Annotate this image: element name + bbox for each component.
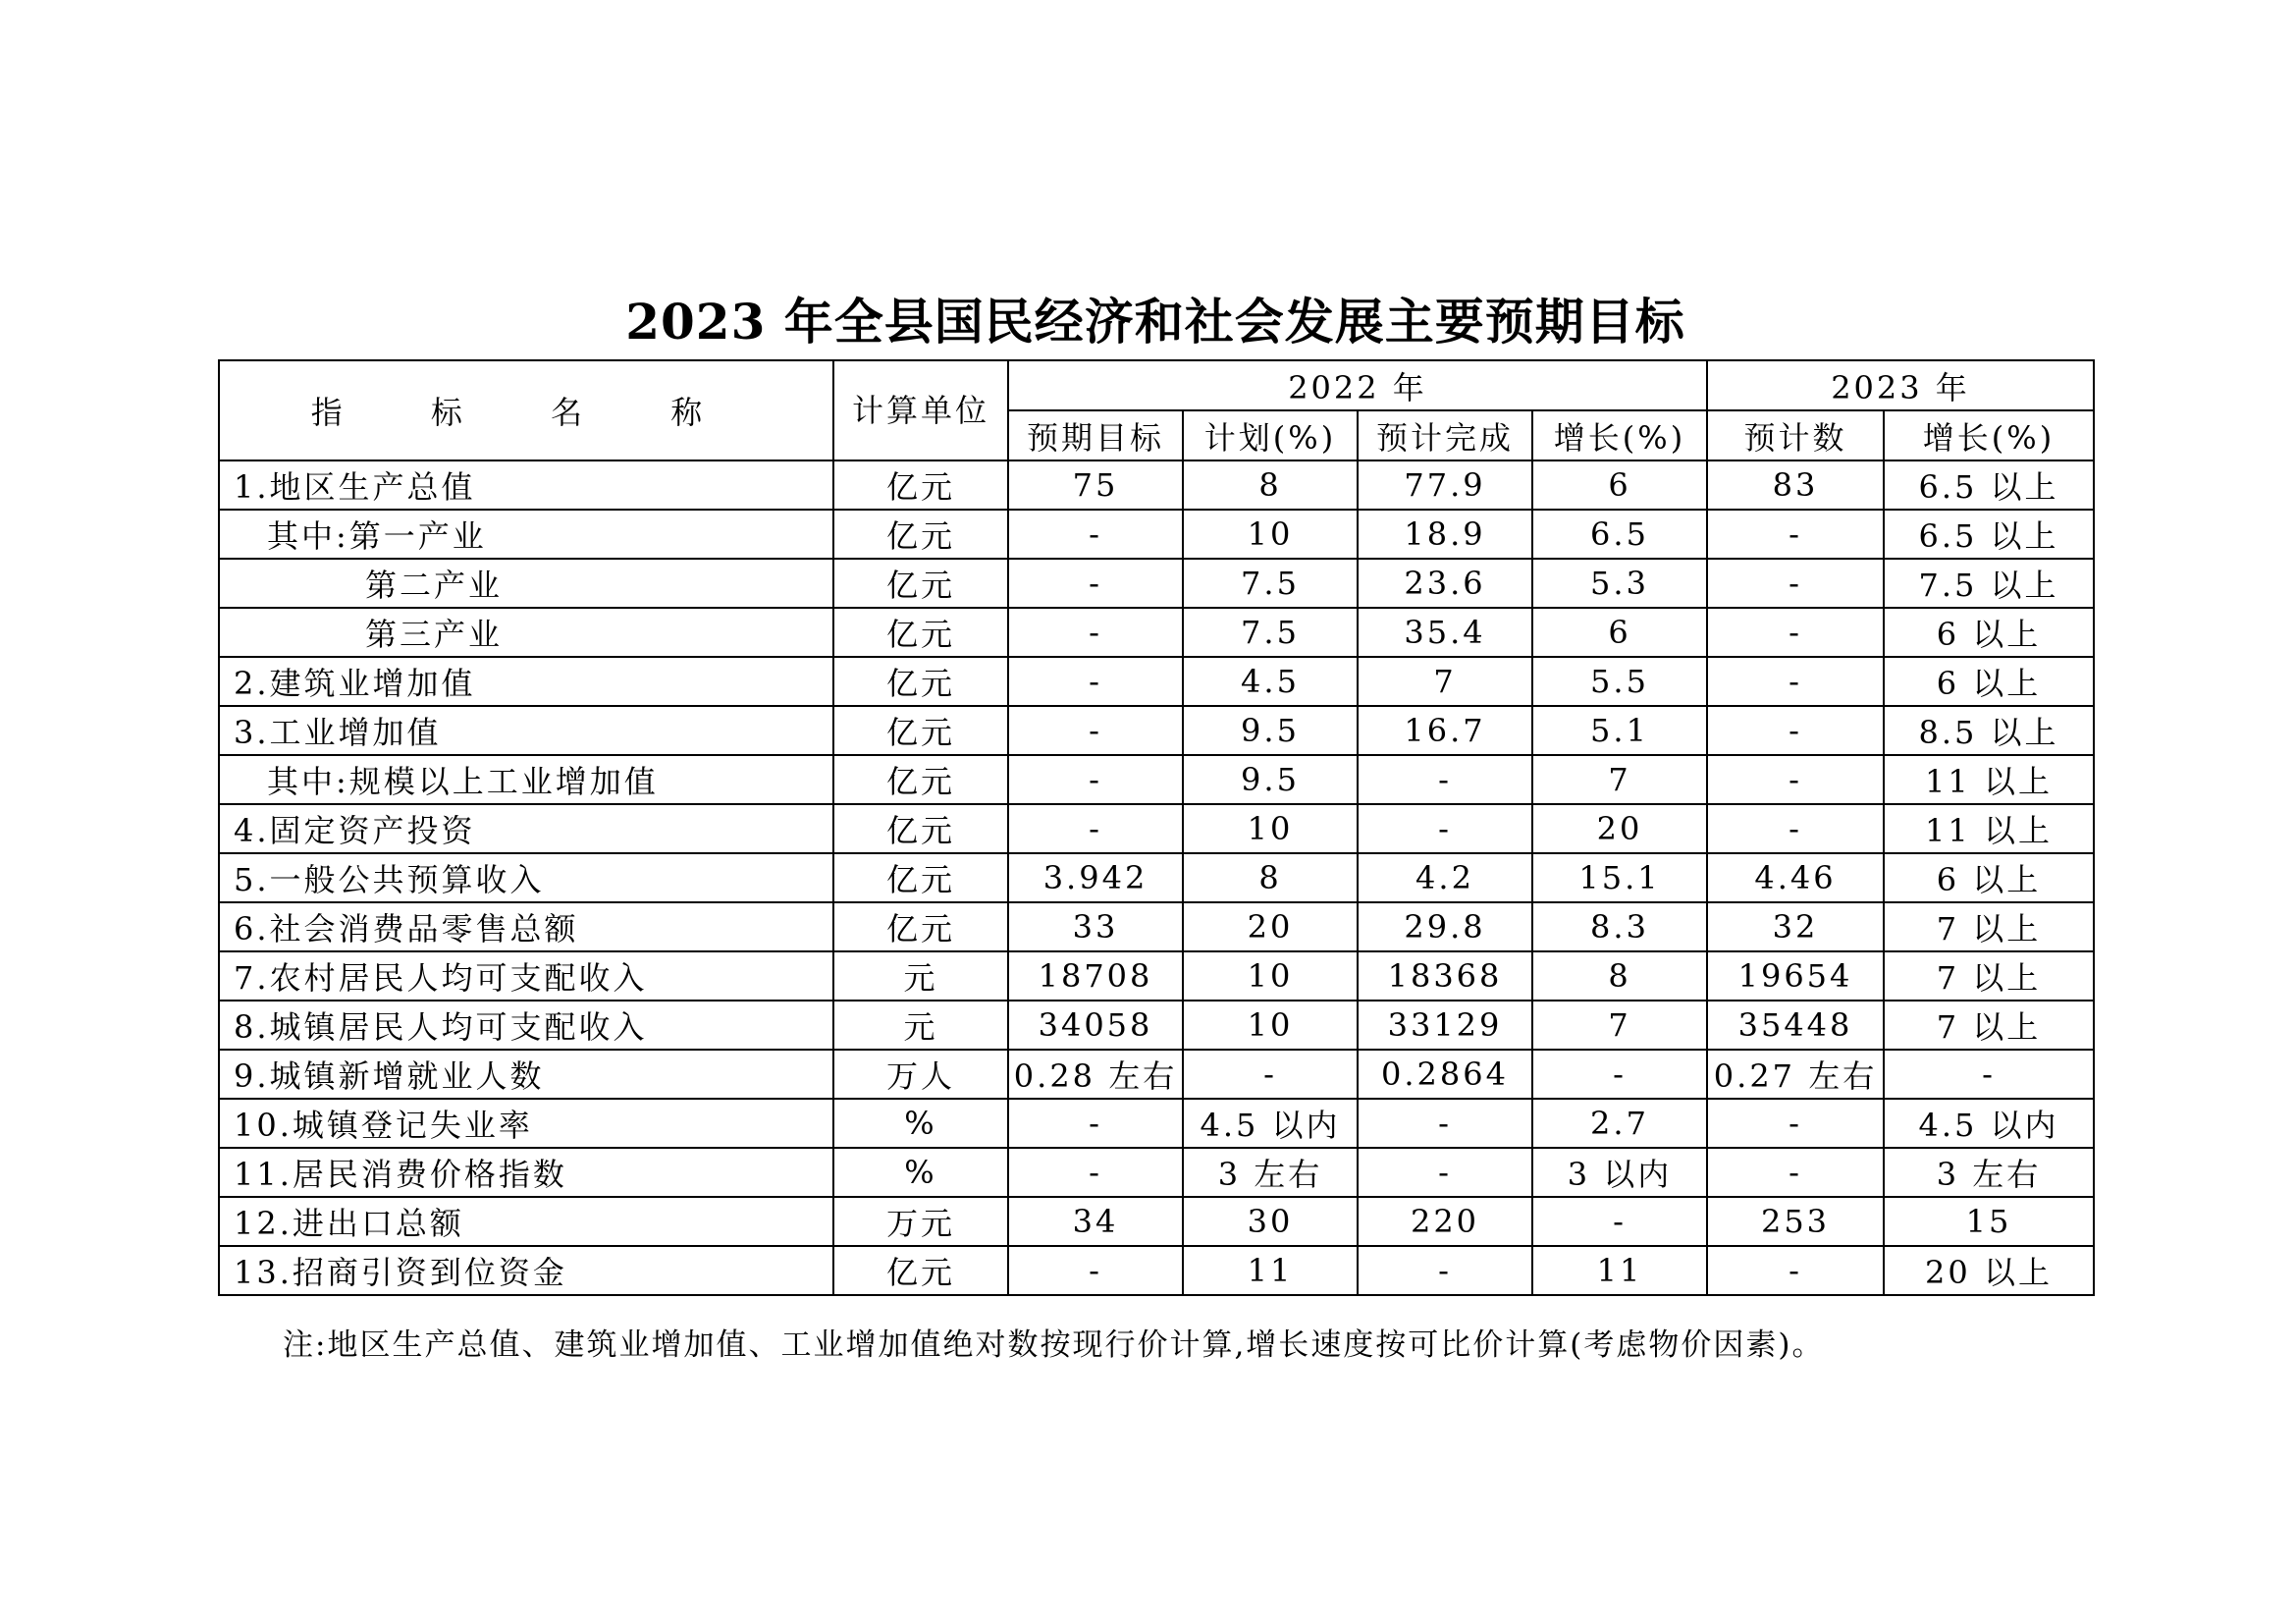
value-cell: 2.7 <box>1532 1099 1707 1148</box>
value-cell: - <box>1707 657 1884 706</box>
indicator-name-header: 指 标 名 称 <box>219 360 833 460</box>
value-cell: 33 <box>1008 902 1183 951</box>
table-row <box>219 706 2094 755</box>
value-cell: 7 <box>1532 755 1707 804</box>
table-row <box>219 1099 2094 1148</box>
value-cell: 3 左右 <box>1884 1148 2094 1197</box>
value-cell: 5.3 <box>1532 559 1707 608</box>
value-cell: - <box>1183 1050 1358 1099</box>
unit-cell: 元 <box>833 951 1008 1001</box>
value-cell: 9.5 <box>1183 755 1358 804</box>
value-cell: - <box>1707 804 1884 853</box>
value-cell: 11 <box>1532 1246 1707 1295</box>
value-cell: 253 <box>1707 1197 1884 1246</box>
table-row <box>219 804 2094 853</box>
value-cell: 8.3 <box>1532 902 1707 951</box>
value-cell: 20 <box>1532 804 1707 853</box>
unit-cell: 元 <box>833 1001 1008 1050</box>
footnote: 注:地区生产总值、建筑业增加值、工业增加值绝对数按现行价计算,增长速度按可比价计算(考虑物价因素)。 <box>283 1327 1825 1363</box>
unit-cell: 亿元 <box>833 510 1008 559</box>
table-row <box>219 1001 2094 1050</box>
value-cell: 4.2 <box>1358 853 1532 902</box>
indicator-name-cell: 9.城镇新增就业人数 <box>219 1050 833 1099</box>
growth-2023-header: 增长(%) <box>1884 410 2094 460</box>
value-cell: 8 <box>1532 951 1707 1001</box>
indicator-name-cell: 其中:第一产业 <box>219 510 833 559</box>
value-cell: 11 以上 <box>1884 804 2094 853</box>
table-row <box>219 1050 2094 1099</box>
value-cell: - <box>1707 755 1884 804</box>
value-cell: 9.5 <box>1183 706 1358 755</box>
value-cell: - <box>1707 706 1884 755</box>
value-cell: 0.28 左右 <box>1008 1050 1183 1099</box>
value-cell: 20 <box>1183 902 1358 951</box>
value-cell: 6 以上 <box>1884 608 2094 657</box>
value-cell: - <box>1358 1148 1532 1197</box>
value-cell: 7 <box>1532 1001 1707 1050</box>
value-cell: - <box>1532 1197 1707 1246</box>
value-cell: 6 以上 <box>1884 853 2094 902</box>
value-cell: 30 <box>1183 1197 1358 1246</box>
value-cell: 23.6 <box>1358 559 1532 608</box>
indicator-name-cell: 12.进出口总额 <box>219 1197 833 1246</box>
value-cell: 8.5 以上 <box>1884 706 2094 755</box>
value-cell: 7 以上 <box>1884 1001 2094 1050</box>
value-cell: 18368 <box>1358 951 1532 1001</box>
table-row <box>219 1246 2094 1295</box>
unit-cell: 亿元 <box>833 755 1008 804</box>
value-cell: 18.9 <box>1358 510 1532 559</box>
value-cell: 10 <box>1183 1001 1358 1050</box>
value-cell: 7 以上 <box>1884 902 2094 951</box>
indicator-name-cell: 5.一般公共预算收入 <box>219 853 833 902</box>
value-cell: 7.5 <box>1183 608 1358 657</box>
value-cell: 3 以内 <box>1532 1148 1707 1197</box>
plan-percent-header: 计划(%) <box>1183 410 1358 460</box>
targets-table <box>218 359 2095 1296</box>
growth-2022-header: 增长(%) <box>1532 410 1707 460</box>
value-cell: - <box>1707 510 1884 559</box>
table-row <box>219 608 2094 657</box>
value-cell: 10 <box>1183 804 1358 853</box>
unit-cell: 亿元 <box>833 1246 1008 1295</box>
value-cell: - <box>1008 755 1183 804</box>
value-cell: 6.5 以上 <box>1884 460 2094 510</box>
value-cell: - <box>1008 1148 1183 1197</box>
header-row-top <box>219 360 2094 410</box>
value-cell: - <box>1008 804 1183 853</box>
value-cell: 15 <box>1884 1197 2094 1246</box>
indicator-name-cell: 其中:规模以上工业增加值 <box>219 755 833 804</box>
value-cell: 3.942 <box>1008 853 1183 902</box>
value-cell: - <box>1008 1246 1183 1295</box>
value-cell: - <box>1358 755 1532 804</box>
value-cell: - <box>1008 1099 1183 1148</box>
unit-cell: % <box>833 1099 1008 1148</box>
table-row <box>219 951 2094 1001</box>
indicator-name-cell: 4.固定资产投资 <box>219 804 833 853</box>
indicator-name-cell: 13.招商引资到位资金 <box>219 1246 833 1295</box>
year-2023-header: 2023 年 <box>1707 360 2094 410</box>
indicator-name-cell: 第三产业 <box>219 608 833 657</box>
expected-target-header: 预期目标 <box>1008 410 1183 460</box>
unit-cell: 万元 <box>833 1197 1008 1246</box>
value-cell: - <box>1532 1050 1707 1099</box>
value-cell: 16.7 <box>1358 706 1532 755</box>
value-cell: - <box>1358 804 1532 853</box>
value-cell: 35448 <box>1707 1001 1884 1050</box>
unit-cell: 亿元 <box>833 657 1008 706</box>
value-cell: - <box>1008 559 1183 608</box>
value-cell: - <box>1707 1148 1884 1197</box>
unit-cell: 亿元 <box>833 608 1008 657</box>
value-cell: 4.46 <box>1707 853 1884 902</box>
value-cell: 7 以上 <box>1884 951 2094 1001</box>
unit-cell: 亿元 <box>833 460 1008 510</box>
unit-cell: 亿元 <box>833 853 1008 902</box>
value-cell: - <box>1358 1246 1532 1295</box>
value-cell: 11 <box>1183 1246 1358 1295</box>
table-row <box>219 657 2094 706</box>
value-cell: 220 <box>1358 1197 1532 1246</box>
indicator-name-cell: 6.社会消费品零售总额 <box>219 902 833 951</box>
page-title: 2023 年全县国民经济和社会发展主要预期目标 <box>625 293 1685 351</box>
table-body <box>219 460 2094 1295</box>
indicator-name-cell: 8.城镇居民人均可支配收入 <box>219 1001 833 1050</box>
value-cell: 18708 <box>1008 951 1183 1001</box>
value-cell: 33129 <box>1358 1001 1532 1050</box>
table-row <box>219 755 2094 804</box>
value-cell: 4.5 以内 <box>1183 1099 1358 1148</box>
indicator-name-cell: 11.居民消费价格指数 <box>219 1148 833 1197</box>
value-cell: 4.5 <box>1183 657 1358 706</box>
value-cell: - <box>1707 1246 1884 1295</box>
value-cell: - <box>1707 1099 1884 1148</box>
value-cell: 83 <box>1707 460 1884 510</box>
value-cell: 7.5 以上 <box>1884 559 2094 608</box>
unit-header: 计算单位 <box>833 360 1008 460</box>
value-cell: 11 以上 <box>1884 755 2094 804</box>
value-cell: 29.8 <box>1358 902 1532 951</box>
value-cell: - <box>1707 608 1884 657</box>
value-cell: 7.5 <box>1183 559 1358 608</box>
value-cell: 10 <box>1183 510 1358 559</box>
value-cell: - <box>1008 706 1183 755</box>
value-cell: 6 <box>1532 608 1707 657</box>
value-cell: 6 <box>1532 460 1707 510</box>
indicator-name-cell: 3.工业增加值 <box>219 706 833 755</box>
value-cell: 0.27 左右 <box>1707 1050 1884 1099</box>
indicator-name-cell: 10.城镇登记失业率 <box>219 1099 833 1148</box>
value-cell: 6 以上 <box>1884 657 2094 706</box>
value-cell: - <box>1884 1050 2094 1099</box>
unit-cell: 万人 <box>833 1050 1008 1099</box>
value-cell: 77.9 <box>1358 460 1532 510</box>
value-cell: - <box>1008 510 1183 559</box>
indicator-name-cell: 2.建筑业增加值 <box>219 657 833 706</box>
indicator-name-cell: 7.农村居民人均可支配收入 <box>219 951 833 1001</box>
table-row <box>219 510 2094 559</box>
value-cell: 4.5 以内 <box>1884 1099 2094 1148</box>
table-row <box>219 460 2094 510</box>
table-row <box>219 902 2094 951</box>
value-cell: 5.1 <box>1532 706 1707 755</box>
value-cell: - <box>1008 657 1183 706</box>
unit-cell: 亿元 <box>833 706 1008 755</box>
value-cell: 10 <box>1183 951 1358 1001</box>
unit-cell: % <box>833 1148 1008 1197</box>
value-cell: 5.5 <box>1532 657 1707 706</box>
estimated-number-header: 预计数 <box>1707 410 1884 460</box>
year-2022-header: 2022 年 <box>1008 360 1707 410</box>
value-cell: - <box>1008 608 1183 657</box>
value-cell: 3 左右 <box>1183 1148 1358 1197</box>
value-cell: 32 <box>1707 902 1884 951</box>
value-cell: 0.2864 <box>1358 1050 1532 1099</box>
value-cell: 34 <box>1008 1197 1183 1246</box>
table-row <box>219 1148 2094 1197</box>
value-cell: 75 <box>1008 460 1183 510</box>
unit-cell: 亿元 <box>833 559 1008 608</box>
value-cell: 6.5 <box>1532 510 1707 559</box>
value-cell: 8 <box>1183 853 1358 902</box>
value-cell: 35.4 <box>1358 608 1532 657</box>
unit-cell: 亿元 <box>833 804 1008 853</box>
value-cell: - <box>1358 1099 1532 1148</box>
indicator-name-cell: 第二产业 <box>219 559 833 608</box>
value-cell: 15.1 <box>1532 853 1707 902</box>
table-row <box>219 853 2094 902</box>
value-cell: 20 以上 <box>1884 1246 2094 1295</box>
table-row <box>219 1197 2094 1246</box>
value-cell: - <box>1707 559 1884 608</box>
value-cell: 6.5 以上 <box>1884 510 2094 559</box>
value-cell: 7 <box>1358 657 1532 706</box>
value-cell: 8 <box>1183 460 1358 510</box>
value-cell: 19654 <box>1707 951 1884 1001</box>
unit-cell: 亿元 <box>833 902 1008 951</box>
indicator-name-cell: 1.地区生产总值 <box>219 460 833 510</box>
value-cell: 34058 <box>1008 1001 1183 1050</box>
estimated-completion-header: 预计完成 <box>1358 410 1532 460</box>
table-row <box>219 559 2094 608</box>
